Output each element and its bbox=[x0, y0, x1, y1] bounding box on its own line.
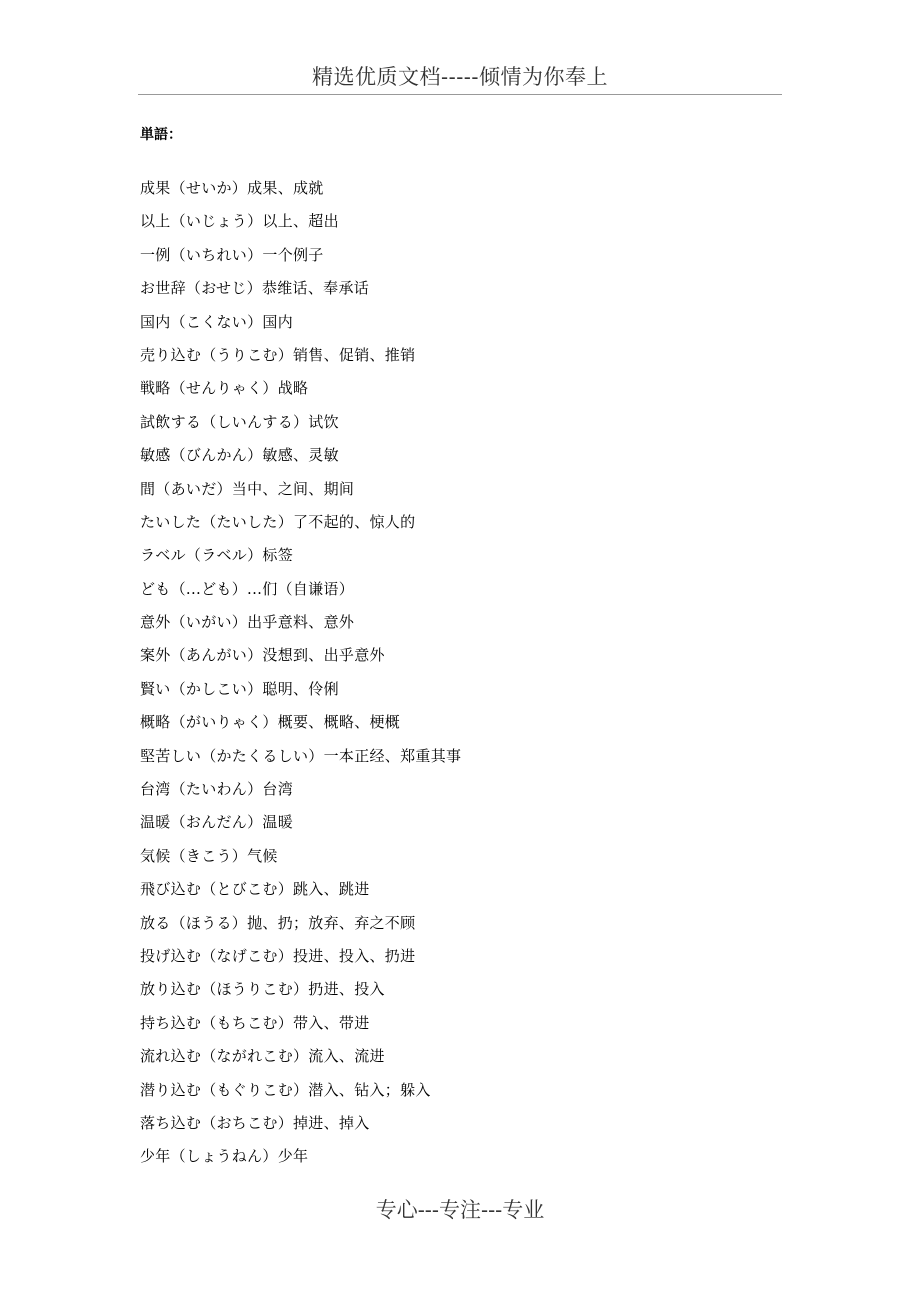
vocabulary-entry: 持ち込む（もちこむ）带入、带进 bbox=[140, 1013, 370, 1032]
vocabulary-entry: 堅苦しい（かたくるしい）一本正经、郑重其事 bbox=[140, 746, 462, 765]
vocabulary-entry: 意外（いがい）出乎意料、意外 bbox=[140, 613, 355, 632]
vocabulary-entry: 潜り込む（もぐりこむ）潜入、钻入；躲入 bbox=[140, 1080, 431, 1099]
vocabulary-entry: 流れ込む（ながれこむ）流入、流进 bbox=[140, 1047, 385, 1066]
vocabulary-entry: 賢い（かしこい）聪明、伶俐 bbox=[140, 679, 339, 698]
vocabulary-entry: 概略（がいりゃく）概要、概略、梗概 bbox=[140, 713, 401, 732]
header-divider bbox=[138, 94, 782, 95]
vocabulary-entry: ラベル（ラベル）标签 bbox=[140, 546, 294, 565]
vocabulary-entry: 以上（いじょう）以上、超出 bbox=[140, 212, 339, 231]
vocabulary-entry: 飛び込む（とびこむ）跳入、跳进 bbox=[140, 880, 370, 899]
vocabulary-entry: ども（...ども）...们（自谦语） bbox=[140, 579, 355, 598]
vocabulary-entry: たいした（たいした）了不起的、惊人的 bbox=[140, 512, 416, 531]
vocabulary-entry: 敏感（びんかん）敏感、灵敏 bbox=[140, 446, 339, 465]
vocabulary-entry: 売り込む（うりこむ）销售、促销、推销 bbox=[140, 345, 416, 364]
vocabulary-entry: 試飲する（しいんする）试饮 bbox=[140, 412, 339, 431]
page-footer: 专心---专注---专业 bbox=[375, 1198, 545, 1222]
vocabulary-entry: 成果（せいか）成果、成就 bbox=[140, 179, 324, 197]
vocabulary-entry: 落ち込む（おちこむ）掉进、掉入 bbox=[140, 1113, 370, 1132]
vocabulary-entry: 温暖（おんだん）温暖 bbox=[140, 813, 294, 832]
vocabulary-entry: 放る（ほうる）抛、扔；放弃、弃之不顾 bbox=[140, 913, 416, 932]
vocabulary-entry: 台湾（たいわん）台湾 bbox=[140, 780, 294, 799]
vocabulary-entry: 戦略（せんりゃく）战略 bbox=[140, 379, 309, 398]
vocabulary-entry: 案外（あんがい）没想到、出乎意外 bbox=[140, 646, 385, 665]
vocabulary-entry: 国内（こくない）国内 bbox=[140, 312, 294, 331]
vocabulary-entry: お世辞（おせじ）恭维话、奉承话 bbox=[140, 279, 370, 298]
vocabulary-entry: 間（あいだ）当中、之间、期间 bbox=[140, 479, 355, 498]
vocabulary-entry: 一例（いちれい）一个例子 bbox=[140, 245, 324, 264]
vocabulary-entry: 少年（しょうねん）少年 bbox=[140, 1147, 309, 1166]
vocabulary-entry: 放り込む（ほうりこむ）扔进、投入 bbox=[140, 980, 385, 999]
vocabulary-entry: 投げ込む（なげこむ）投进、投入、扔进 bbox=[140, 946, 416, 965]
vocabulary-list bbox=[140, 176, 461, 1178]
section-heading: 単語： bbox=[140, 127, 182, 143]
vocabulary-entry: 気候（きこう）气候 bbox=[140, 846, 278, 865]
page-header: 精选优质文档-----倾情为你奉上 bbox=[312, 65, 608, 89]
